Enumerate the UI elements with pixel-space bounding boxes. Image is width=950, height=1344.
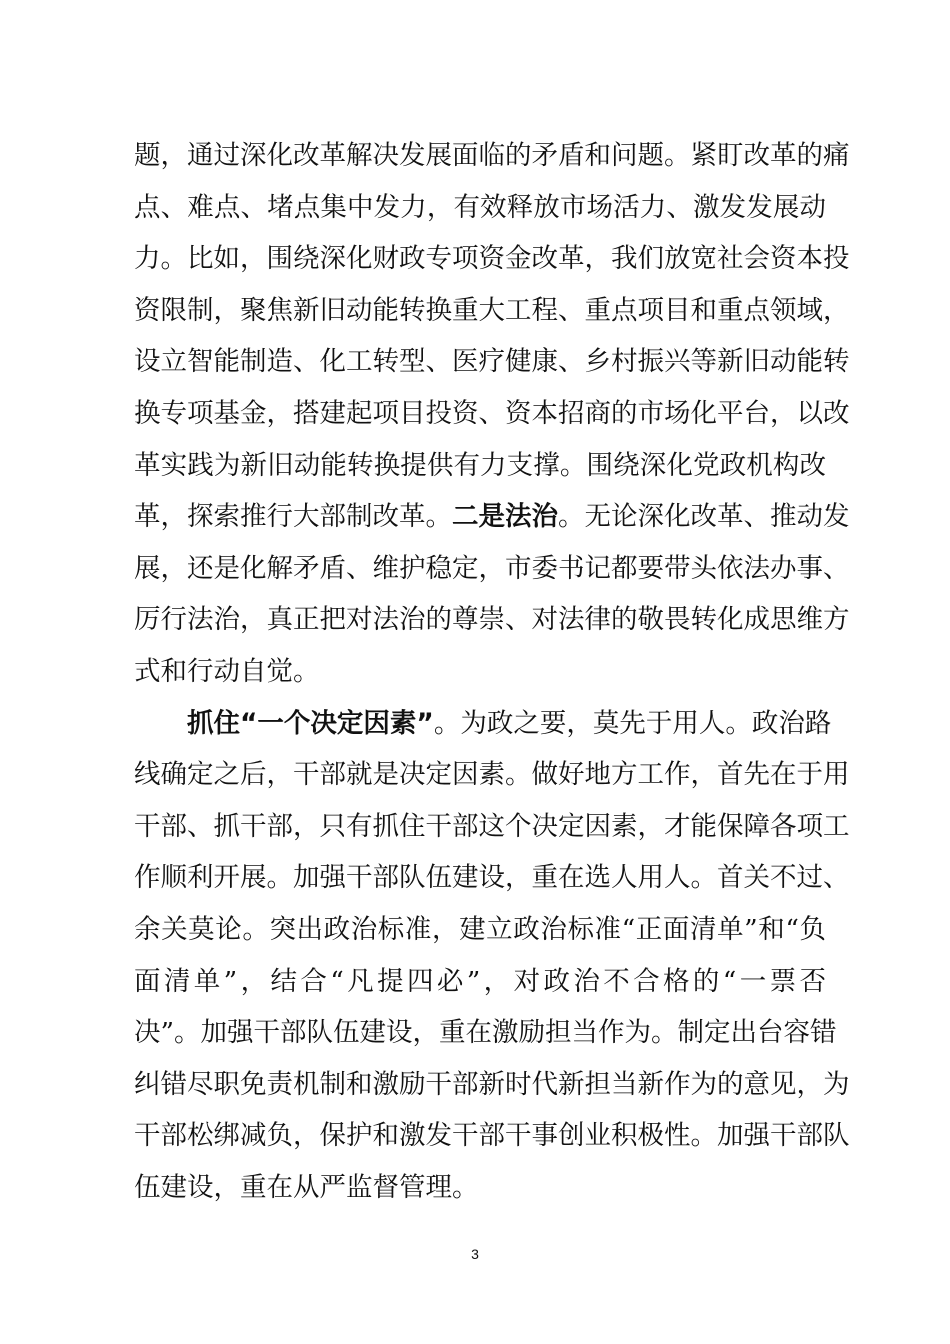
text-line: 决”。加强干部队伍建设，重在激励担当作为。制定出台容错 xyxy=(134,1017,837,1049)
text-line: 式和行动自觉。 xyxy=(134,655,320,687)
text-line: 点、难点、堵点集中发力，有效释放市场活力、激发发展动 xyxy=(134,191,826,223)
text-line: 干部、抓干部，只有抓住干部这个决定因素，才能保障各项工 xyxy=(134,810,850,842)
text-line: 面清单”，结合“凡提四必”，对政治不合格的“一票否 xyxy=(134,965,826,997)
text-line: 资限制，聚焦新旧动能转换重大工程、重点项目和重点领域， xyxy=(134,294,850,326)
text-segment: 。无论深化改革、推动发 xyxy=(558,501,850,533)
paragraph-heading-line xyxy=(134,698,832,750)
text-line: 作顺利开展。加强干部队伍建设，重在选人用人。首关不过、 xyxy=(134,862,850,894)
text-line: 设立智能制造、化工转型、医疗健康、乡村振兴等新旧动能转 xyxy=(134,346,850,378)
text-line: 革实践为新旧动能转换提供有力支撑。围绕深化党政机构改 xyxy=(134,449,826,481)
text-line: 厉行法治，真正把对法治的尊崇、对法律的敬畏转化成思维方 xyxy=(134,604,850,636)
text-line: 余关莫论。突出政治标准，建立政治标准“正面清单”和“负 xyxy=(134,913,826,945)
body-text xyxy=(134,130,850,1213)
text-line: 换专项基金，搭建起项目投资、资本招商的市场化平台，以改 xyxy=(134,397,850,429)
text-line: 线确定之后，干部就是决定因素。做好地方工作，首先在于用 xyxy=(134,759,850,791)
text-line: 纠错尽职免责机制和激励干部新时代新担当新作为的意见，为 xyxy=(134,1068,850,1100)
text-line: 干部松绑减负，保护和激发干部干事创业积极性。加强干部队 xyxy=(134,1120,850,1152)
section-heading: 抓住“一个决定因素” xyxy=(187,707,434,739)
text-segment: 。为政之要，莫先于用人。政治路 xyxy=(433,707,832,739)
text-line-mixed xyxy=(134,491,850,543)
text-segment: 革，探索推行大部制改革。 xyxy=(134,501,452,533)
page-number: 3 xyxy=(471,1246,479,1262)
text-line: 题，通过深化改革解决发展面临的矛盾和问题。紧盯改革的痛 xyxy=(134,140,850,171)
text-line: 伍建设，重在从严监督管理。 xyxy=(134,1171,479,1203)
text-line: 展，还是化解矛盾、维护稳定，市委书记都要带头依法办事、 xyxy=(134,552,850,584)
bold-phrase: 二是法治 xyxy=(452,501,558,533)
text-line: 力。比如，围绕深化财政专项资金改革，我们放宽社会资本投 xyxy=(134,243,850,275)
